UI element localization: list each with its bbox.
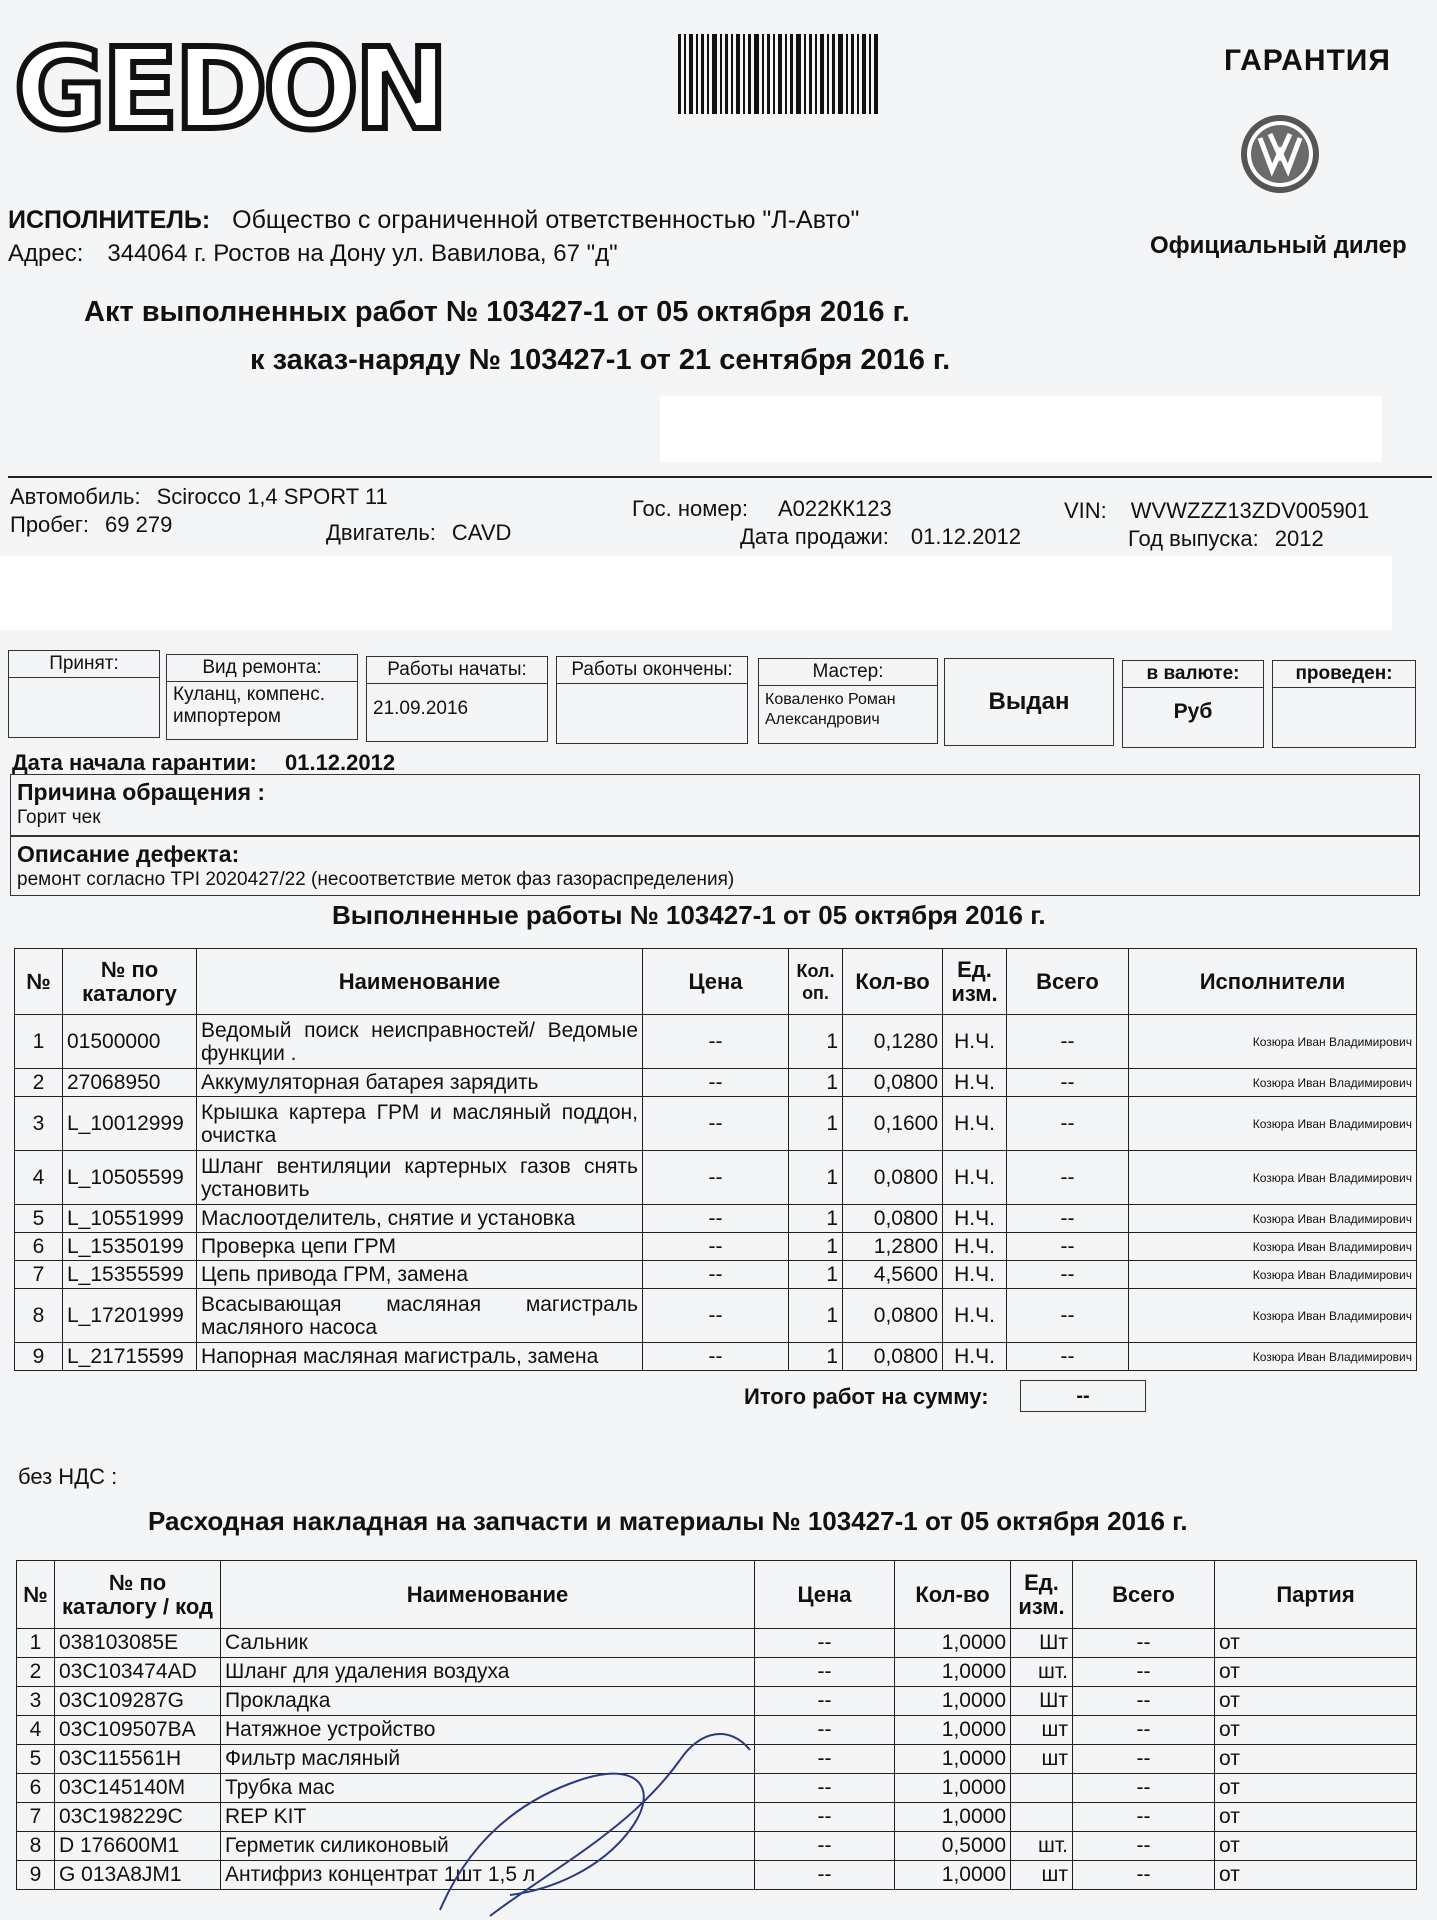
parts-col-total: Всего bbox=[1073, 1561, 1215, 1629]
works-cell-price: -- bbox=[643, 1343, 789, 1371]
car-engine-value: CAVD bbox=[451, 520, 512, 545]
works-row bbox=[15, 1205, 1417, 1233]
works-cell-no: 3 bbox=[15, 1097, 63, 1151]
works-cell-executor: Козюра Иван Владимирович bbox=[1129, 1343, 1417, 1371]
parts-row bbox=[17, 1658, 1417, 1687]
works-cell-name: Маслоотделитель, снятие и установка bbox=[197, 1205, 643, 1233]
car-vin-value: WVWZZZ13ZDV005901 bbox=[1130, 498, 1370, 523]
divider-line bbox=[8, 476, 1432, 478]
car-sale-label: Дата продажи: bbox=[740, 524, 889, 549]
col-name: Наименование bbox=[197, 949, 643, 1015]
parts-cell-catalog: 03C145140M bbox=[55, 1774, 221, 1803]
parts-cell-name: Натяжное устройство bbox=[221, 1716, 755, 1745]
parts-col-no: № bbox=[17, 1561, 55, 1629]
works-cell-name: Аккумуляторная батарея зарядить bbox=[197, 1069, 643, 1097]
works-cell-no: 4 bbox=[15, 1151, 63, 1205]
parts-cell-price: -- bbox=[755, 1774, 895, 1803]
works-cell-executor: Козюра Иван Владимирович bbox=[1129, 1205, 1417, 1233]
parts-cell-catalog: 03C115561H bbox=[55, 1745, 221, 1774]
works-cell-total: -- bbox=[1007, 1343, 1129, 1371]
parts-cell-batch: от bbox=[1215, 1774, 1417, 1803]
defect-label: Описание дефекта: bbox=[17, 841, 240, 867]
parts-cell-no: 4 bbox=[17, 1716, 55, 1745]
parts-cell-name: Шланг для удаления воздуха bbox=[221, 1658, 755, 1687]
parts-cell-unit: шт bbox=[1011, 1861, 1073, 1890]
car-vin bbox=[1064, 498, 1369, 524]
col-executors: Исполнители bbox=[1129, 949, 1417, 1015]
parts-cell-catalog: 038103085E bbox=[55, 1629, 221, 1658]
works-cell-executor: Козюра Иван Владимирович bbox=[1129, 1233, 1417, 1261]
car-year-label: Год выпуска: bbox=[1128, 526, 1259, 551]
parts-cell-batch: от bbox=[1215, 1803, 1417, 1832]
parts-cell-catalog: G 013A8JM1 bbox=[55, 1861, 221, 1890]
works-cell-executor: Козюра Иван Владимирович bbox=[1129, 1151, 1417, 1205]
parts-col-price: Цена bbox=[755, 1561, 895, 1629]
car-sale-date bbox=[740, 524, 1021, 550]
parts-cell-unit: шт. bbox=[1011, 1658, 1073, 1687]
works-cell-ops: 1 bbox=[789, 1289, 843, 1343]
parts-cell-name: Сальник bbox=[221, 1629, 755, 1658]
status-box bbox=[944, 658, 1114, 746]
works-cell-total: -- bbox=[1007, 1097, 1129, 1151]
parts-cell-catalog: D 176600M1 bbox=[55, 1832, 221, 1861]
works-started-box bbox=[366, 656, 548, 742]
address-value: 344064 г. Ростов на Дону ул. Вавилова, 67 "д" bbox=[107, 240, 618, 267]
works-cell-ops: 1 bbox=[789, 1233, 843, 1261]
parts-header-row bbox=[17, 1561, 1417, 1629]
works-cell-price: -- bbox=[643, 1233, 789, 1261]
parts-cell-total: -- bbox=[1073, 1745, 1215, 1774]
car-year-value: 2012 bbox=[1274, 526, 1324, 551]
car-mileage-label: Пробег: bbox=[10, 512, 90, 537]
car-plate-label: Гос. номер: bbox=[632, 496, 748, 521]
parts-cell-price: -- bbox=[755, 1803, 895, 1832]
parts-col-catalog: № по каталогу / код bbox=[55, 1561, 221, 1629]
parts-col-qty: Кол-во bbox=[895, 1561, 1011, 1629]
executor-line bbox=[8, 206, 859, 235]
works-cell-ops: 1 bbox=[789, 1343, 843, 1371]
address-label: Адрес: bbox=[8, 240, 84, 267]
works-finished-box bbox=[556, 656, 748, 744]
car-plate bbox=[632, 496, 892, 522]
works-cell-price: -- bbox=[643, 1151, 789, 1205]
warranty-date: 01.12.2012 bbox=[284, 750, 396, 775]
works-total-label: Итого работ на сумму: bbox=[744, 1384, 989, 1409]
parts-cell-name: Антифриз концентрат 1шт 1,5 л bbox=[221, 1861, 755, 1890]
works-cell-name: Напорная масляная магистраль, замена bbox=[197, 1343, 643, 1371]
parts-cell-no: 1 bbox=[17, 1629, 55, 1658]
parts-cell-no: 7 bbox=[17, 1803, 55, 1832]
executor-label: ИСПОЛНИТЕЛЬ: bbox=[8, 206, 211, 234]
parts-cell-batch: от bbox=[1215, 1687, 1417, 1716]
parts-cell-batch: от bbox=[1215, 1629, 1417, 1658]
parts-cell-unit: Шт bbox=[1011, 1687, 1073, 1716]
car-engine-label: Двигатель: bbox=[326, 520, 436, 545]
works-cell-price: -- bbox=[643, 1069, 789, 1097]
vw-logo-icon bbox=[1238, 112, 1322, 196]
col-total: Всего bbox=[1007, 949, 1129, 1015]
works-cell-qty: 0,0800 bbox=[843, 1289, 943, 1343]
parts-cell-qty: 0,5000 bbox=[895, 1832, 1011, 1861]
parts-cell-price: -- bbox=[755, 1687, 895, 1716]
works-cell-executor: Козюра Иван Владимирович bbox=[1129, 1289, 1417, 1343]
works-cell-unit: Н.Ч. bbox=[943, 1151, 1007, 1205]
parts-cell-qty: 1,0000 bbox=[895, 1658, 1011, 1687]
parts-cell-no: 3 bbox=[17, 1687, 55, 1716]
works-cell-name: Крышка картера ГРМ и масляный поддон, очистка bbox=[197, 1097, 643, 1151]
signature-mark bbox=[430, 1720, 770, 1920]
parts-cell-unit: шт bbox=[1011, 1745, 1073, 1774]
works-cell-no: 6 bbox=[15, 1233, 63, 1261]
accepted-box bbox=[8, 650, 160, 738]
works-row bbox=[15, 1015, 1417, 1069]
works-cell-qty: 4,5600 bbox=[843, 1261, 943, 1289]
works-cell-no: 5 bbox=[15, 1205, 63, 1233]
works-cell-total: -- bbox=[1007, 1015, 1129, 1069]
works-cell-qty: 0,0800 bbox=[843, 1205, 943, 1233]
parts-cell-total: -- bbox=[1073, 1774, 1215, 1803]
works-cell-unit: Н.Ч. bbox=[943, 1097, 1007, 1151]
parts-cell-qty: 1,0000 bbox=[895, 1687, 1011, 1716]
parts-cell-catalog: 03C103474AD bbox=[55, 1658, 221, 1687]
car-vin-label: VIN: bbox=[1064, 498, 1107, 523]
works-cell-catalog: 27068950 bbox=[63, 1069, 197, 1097]
parts-row bbox=[17, 1687, 1417, 1716]
works-cell-qty: 0,0800 bbox=[843, 1069, 943, 1097]
parts-cell-name: REP KIT bbox=[221, 1803, 755, 1832]
guarantee-label: ГАРАНТИЯ bbox=[1224, 44, 1391, 77]
defect-text: ремонт согласно TPI 2020427/22 (несоответствие меток фаз газораспределения) bbox=[17, 869, 735, 890]
works-cell-qty: 0,0800 bbox=[843, 1151, 943, 1205]
works-cell-unit: Н.Ч. bbox=[943, 1205, 1007, 1233]
works-cell-name: Цепь привода ГРМ, замена bbox=[197, 1261, 643, 1289]
works-title: Выполненные работы № 103427-1 от 05 октября 2016 г. bbox=[332, 900, 1046, 930]
works-header-row bbox=[15, 949, 1417, 1015]
car-model bbox=[10, 484, 388, 510]
currency-value: Руб bbox=[1173, 700, 1213, 723]
reason-label: Причина обращения : bbox=[17, 779, 266, 805]
works-cell-unit: Н.Ч. bbox=[943, 1289, 1007, 1343]
works-cell-catalog: L_10012999 bbox=[63, 1097, 197, 1151]
works-cell-no: 7 bbox=[15, 1261, 63, 1289]
parts-cell-no: 2 bbox=[17, 1658, 55, 1687]
master-value: Коваленко Роман Александрович bbox=[765, 691, 896, 728]
master-label: Мастер: bbox=[759, 659, 937, 686]
works-cell-unit: Н.Ч. bbox=[943, 1069, 1007, 1097]
parts-cell-total: -- bbox=[1073, 1658, 1215, 1687]
works-cell-catalog: L_15350199 bbox=[63, 1233, 197, 1261]
works-cell-unit: Н.Ч. bbox=[943, 1015, 1007, 1069]
parts-cell-batch: от bbox=[1215, 1832, 1417, 1861]
executor-name: Общество с ограниченной ответственностью "Л-Авто" bbox=[232, 206, 860, 234]
parts-cell-price: -- bbox=[755, 1832, 895, 1861]
parts-cell-unit bbox=[1011, 1803, 1073, 1832]
status-value: Выдан bbox=[988, 688, 1070, 715]
works-row bbox=[15, 1289, 1417, 1343]
works-cell-catalog: L_10551999 bbox=[63, 1205, 197, 1233]
parts-cell-batch: от bbox=[1215, 1745, 1417, 1774]
parts-col-unit: Ед. изм. bbox=[1011, 1561, 1073, 1629]
works-cell-total: -- bbox=[1007, 1069, 1129, 1097]
parts-cell-qty: 1,0000 bbox=[895, 1745, 1011, 1774]
parts-cell-no: 8 bbox=[17, 1832, 55, 1861]
col-catalog: № по каталогу bbox=[63, 949, 197, 1015]
works-table bbox=[14, 948, 1417, 1371]
works-cell-qty: 0,1280 bbox=[843, 1015, 943, 1069]
works-cell-total: -- bbox=[1007, 1289, 1129, 1343]
gedon-logo bbox=[10, 25, 445, 155]
works-cell-executor: Козюра Иван Владимирович bbox=[1129, 1261, 1417, 1289]
parts-cell-batch: от bbox=[1215, 1716, 1417, 1745]
works-cell-qty: 0,0800 bbox=[843, 1343, 943, 1371]
col-no: № bbox=[15, 949, 63, 1015]
parts-cell-name: Герметик силиконовый bbox=[221, 1832, 755, 1861]
parts-col-name: Наименование bbox=[221, 1561, 755, 1629]
works-row bbox=[15, 1343, 1417, 1371]
works-cell-catalog: L_10505599 bbox=[63, 1151, 197, 1205]
parts-cell-unit: Шт bbox=[1011, 1629, 1073, 1658]
parts-cell-name: Фильтр масляный bbox=[221, 1745, 755, 1774]
parts-cell-no: 5 bbox=[17, 1745, 55, 1774]
repair-type-label: Вид ремонта: bbox=[167, 655, 357, 682]
works-cell-ops: 1 bbox=[789, 1015, 843, 1069]
official-dealer-label: Официальный дилер bbox=[1150, 232, 1407, 259]
barcode bbox=[678, 34, 880, 114]
parts-cell-no: 9 bbox=[17, 1861, 55, 1890]
parts-cell-batch: от bbox=[1215, 1658, 1417, 1687]
works-cell-executor: Козюра Иван Владимирович bbox=[1129, 1015, 1417, 1069]
parts-cell-price: -- bbox=[755, 1716, 895, 1745]
redaction-top bbox=[660, 396, 1382, 462]
repair-type-box bbox=[166, 654, 358, 740]
works-cell-qty: 1,2800 bbox=[843, 1233, 943, 1261]
parts-cell-qty: 1,0000 bbox=[895, 1629, 1011, 1658]
works-cell-no: 1 bbox=[15, 1015, 63, 1069]
parts-cell-unit: шт bbox=[1011, 1716, 1073, 1745]
master-box bbox=[758, 658, 938, 744]
works-cell-name: Всасывающая масляная магистраль масляного насоса bbox=[197, 1289, 643, 1343]
car-plate-value: А022КК123 bbox=[778, 496, 892, 521]
works-cell-price: -- bbox=[643, 1097, 789, 1151]
parts-row bbox=[17, 1629, 1417, 1658]
parts-cell-total: -- bbox=[1073, 1803, 1215, 1832]
works-cell-name: Ведомый поиск неисправностей/ Ведомые функции . bbox=[197, 1015, 643, 1069]
works-cell-ops: 1 bbox=[789, 1097, 843, 1151]
parts-title: Расходная накладная на запчасти и материалы № 103427-1 от 05 октября 2016 г. bbox=[148, 1506, 1188, 1536]
works-finished-label: Работы окончены: bbox=[557, 657, 747, 684]
parts-cell-unit: шт. bbox=[1011, 1832, 1073, 1861]
works-total-value: -- bbox=[1020, 1380, 1146, 1412]
works-row bbox=[15, 1097, 1417, 1151]
works-cell-executor: Козюра Иван Владимирович bbox=[1129, 1069, 1417, 1097]
works-cell-price: -- bbox=[643, 1261, 789, 1289]
warranty-line bbox=[12, 750, 395, 776]
order-title: к заказ-наряду № 103427-1 от 21 сентября 2016 г. bbox=[250, 344, 951, 376]
car-model-value: Scirocco 1,4 SPORT 11 bbox=[156, 484, 388, 509]
car-year bbox=[1128, 526, 1324, 552]
parts-col-batch: Партия bbox=[1215, 1561, 1417, 1629]
parts-cell-qty: 1,0000 bbox=[895, 1803, 1011, 1832]
parts-cell-price: -- bbox=[755, 1745, 895, 1774]
reason-text: Горит чек bbox=[17, 807, 101, 828]
parts-cell-price: -- bbox=[755, 1629, 895, 1658]
works-cell-total: -- bbox=[1007, 1205, 1129, 1233]
redaction-middle bbox=[0, 556, 1392, 630]
posted-box bbox=[1272, 660, 1416, 748]
works-cell-unit: Н.Ч. bbox=[943, 1343, 1007, 1371]
parts-cell-catalog: 03C198229C bbox=[55, 1803, 221, 1832]
works-cell-total: -- bbox=[1007, 1261, 1129, 1289]
works-cell-no: 9 bbox=[15, 1343, 63, 1371]
works-cell-ops: 1 bbox=[789, 1261, 843, 1289]
works-cell-no: 8 bbox=[15, 1289, 63, 1343]
works-cell-no: 2 bbox=[15, 1069, 63, 1097]
parts-cell-qty: 1,0000 bbox=[895, 1774, 1011, 1803]
car-mileage bbox=[10, 512, 172, 538]
currency-label: в валюте: bbox=[1123, 661, 1263, 688]
col-price: Цена bbox=[643, 949, 789, 1015]
parts-cell-total: -- bbox=[1073, 1716, 1215, 1745]
reason-box bbox=[10, 774, 1420, 836]
works-cell-catalog: L_21715599 bbox=[63, 1343, 197, 1371]
works-cell-ops: 1 bbox=[789, 1205, 843, 1233]
parts-cell-name: Трубка мас bbox=[221, 1774, 755, 1803]
accepted-label: Принят: bbox=[9, 651, 159, 678]
parts-cell-total: -- bbox=[1073, 1861, 1215, 1890]
parts-cell-catalog: 03C109287G bbox=[55, 1687, 221, 1716]
col-unit: Ед. изм. bbox=[943, 949, 1007, 1015]
car-model-label: Автомобиль: bbox=[10, 484, 141, 509]
parts-cell-qty: 1,0000 bbox=[895, 1861, 1011, 1890]
works-cell-unit: Н.Ч. bbox=[943, 1233, 1007, 1261]
works-cell-ops: 1 bbox=[789, 1151, 843, 1205]
works-row bbox=[15, 1069, 1417, 1097]
works-cell-total: -- bbox=[1007, 1151, 1129, 1205]
works-cell-catalog: L_15355599 bbox=[63, 1261, 197, 1289]
works-cell-executor: Козюра Иван Владимирович bbox=[1129, 1097, 1417, 1151]
works-cell-name: Проверка цепи ГРМ bbox=[197, 1233, 643, 1261]
works-row bbox=[15, 1233, 1417, 1261]
col-ops: Кол. оп. bbox=[789, 949, 843, 1015]
works-cell-price: -- bbox=[643, 1289, 789, 1343]
parts-cell-price: -- bbox=[755, 1861, 895, 1890]
repair-type-value: Куланц, компенс. импортером bbox=[173, 684, 326, 727]
posted-label: проведен: bbox=[1273, 661, 1415, 688]
car-mileage-value: 69 279 bbox=[105, 512, 173, 537]
parts-cell-catalog: 03C109507BA bbox=[55, 1716, 221, 1745]
parts-cell-total: -- bbox=[1073, 1687, 1215, 1716]
works-cell-qty: 0,1600 bbox=[843, 1097, 943, 1151]
address-line bbox=[8, 240, 642, 268]
svg-text:GEDON: GEDON bbox=[14, 25, 445, 155]
parts-cell-batch: от bbox=[1215, 1861, 1417, 1890]
works-row bbox=[15, 1151, 1417, 1205]
works-cell-catalog: 01500000 bbox=[63, 1015, 197, 1069]
works-started-label: Работы начаты: bbox=[367, 657, 547, 684]
parts-cell-no: 6 bbox=[17, 1774, 55, 1803]
parts-cell-unit bbox=[1011, 1774, 1073, 1803]
works-cell-price: -- bbox=[643, 1015, 789, 1069]
parts-cell-qty: 1,0000 bbox=[895, 1716, 1011, 1745]
parts-cell-price: -- bbox=[755, 1658, 895, 1687]
currency-box bbox=[1122, 660, 1264, 748]
car-sale-value: 01.12.2012 bbox=[910, 524, 1022, 549]
works-cell-unit: Н.Ч. bbox=[943, 1261, 1007, 1289]
parts-cell-name: Прокладка bbox=[221, 1687, 755, 1716]
works-cell-catalog: L_17201999 bbox=[63, 1289, 197, 1343]
defect-box bbox=[10, 836, 1420, 896]
works-row bbox=[15, 1261, 1417, 1289]
act-title: Акт выполненных работ № 103427-1 от 05 октября 2016 г. bbox=[84, 296, 910, 328]
parts-cell-total: -- bbox=[1073, 1629, 1215, 1658]
works-started-value: 21.09.2016 bbox=[373, 698, 469, 719]
col-qty: Кол-во bbox=[843, 949, 943, 1015]
works-cell-name: Шланг вентиляции картерных газов снять установить bbox=[197, 1151, 643, 1205]
works-cell-ops: 1 bbox=[789, 1069, 843, 1097]
parts-cell-total: -- bbox=[1073, 1832, 1215, 1861]
works-cell-price: -- bbox=[643, 1205, 789, 1233]
car-engine bbox=[326, 520, 511, 546]
works-cell-total: -- bbox=[1007, 1233, 1129, 1261]
vat-note: без НДС : bbox=[18, 1464, 118, 1489]
warranty-label: Дата начала гарантии: bbox=[12, 750, 257, 775]
